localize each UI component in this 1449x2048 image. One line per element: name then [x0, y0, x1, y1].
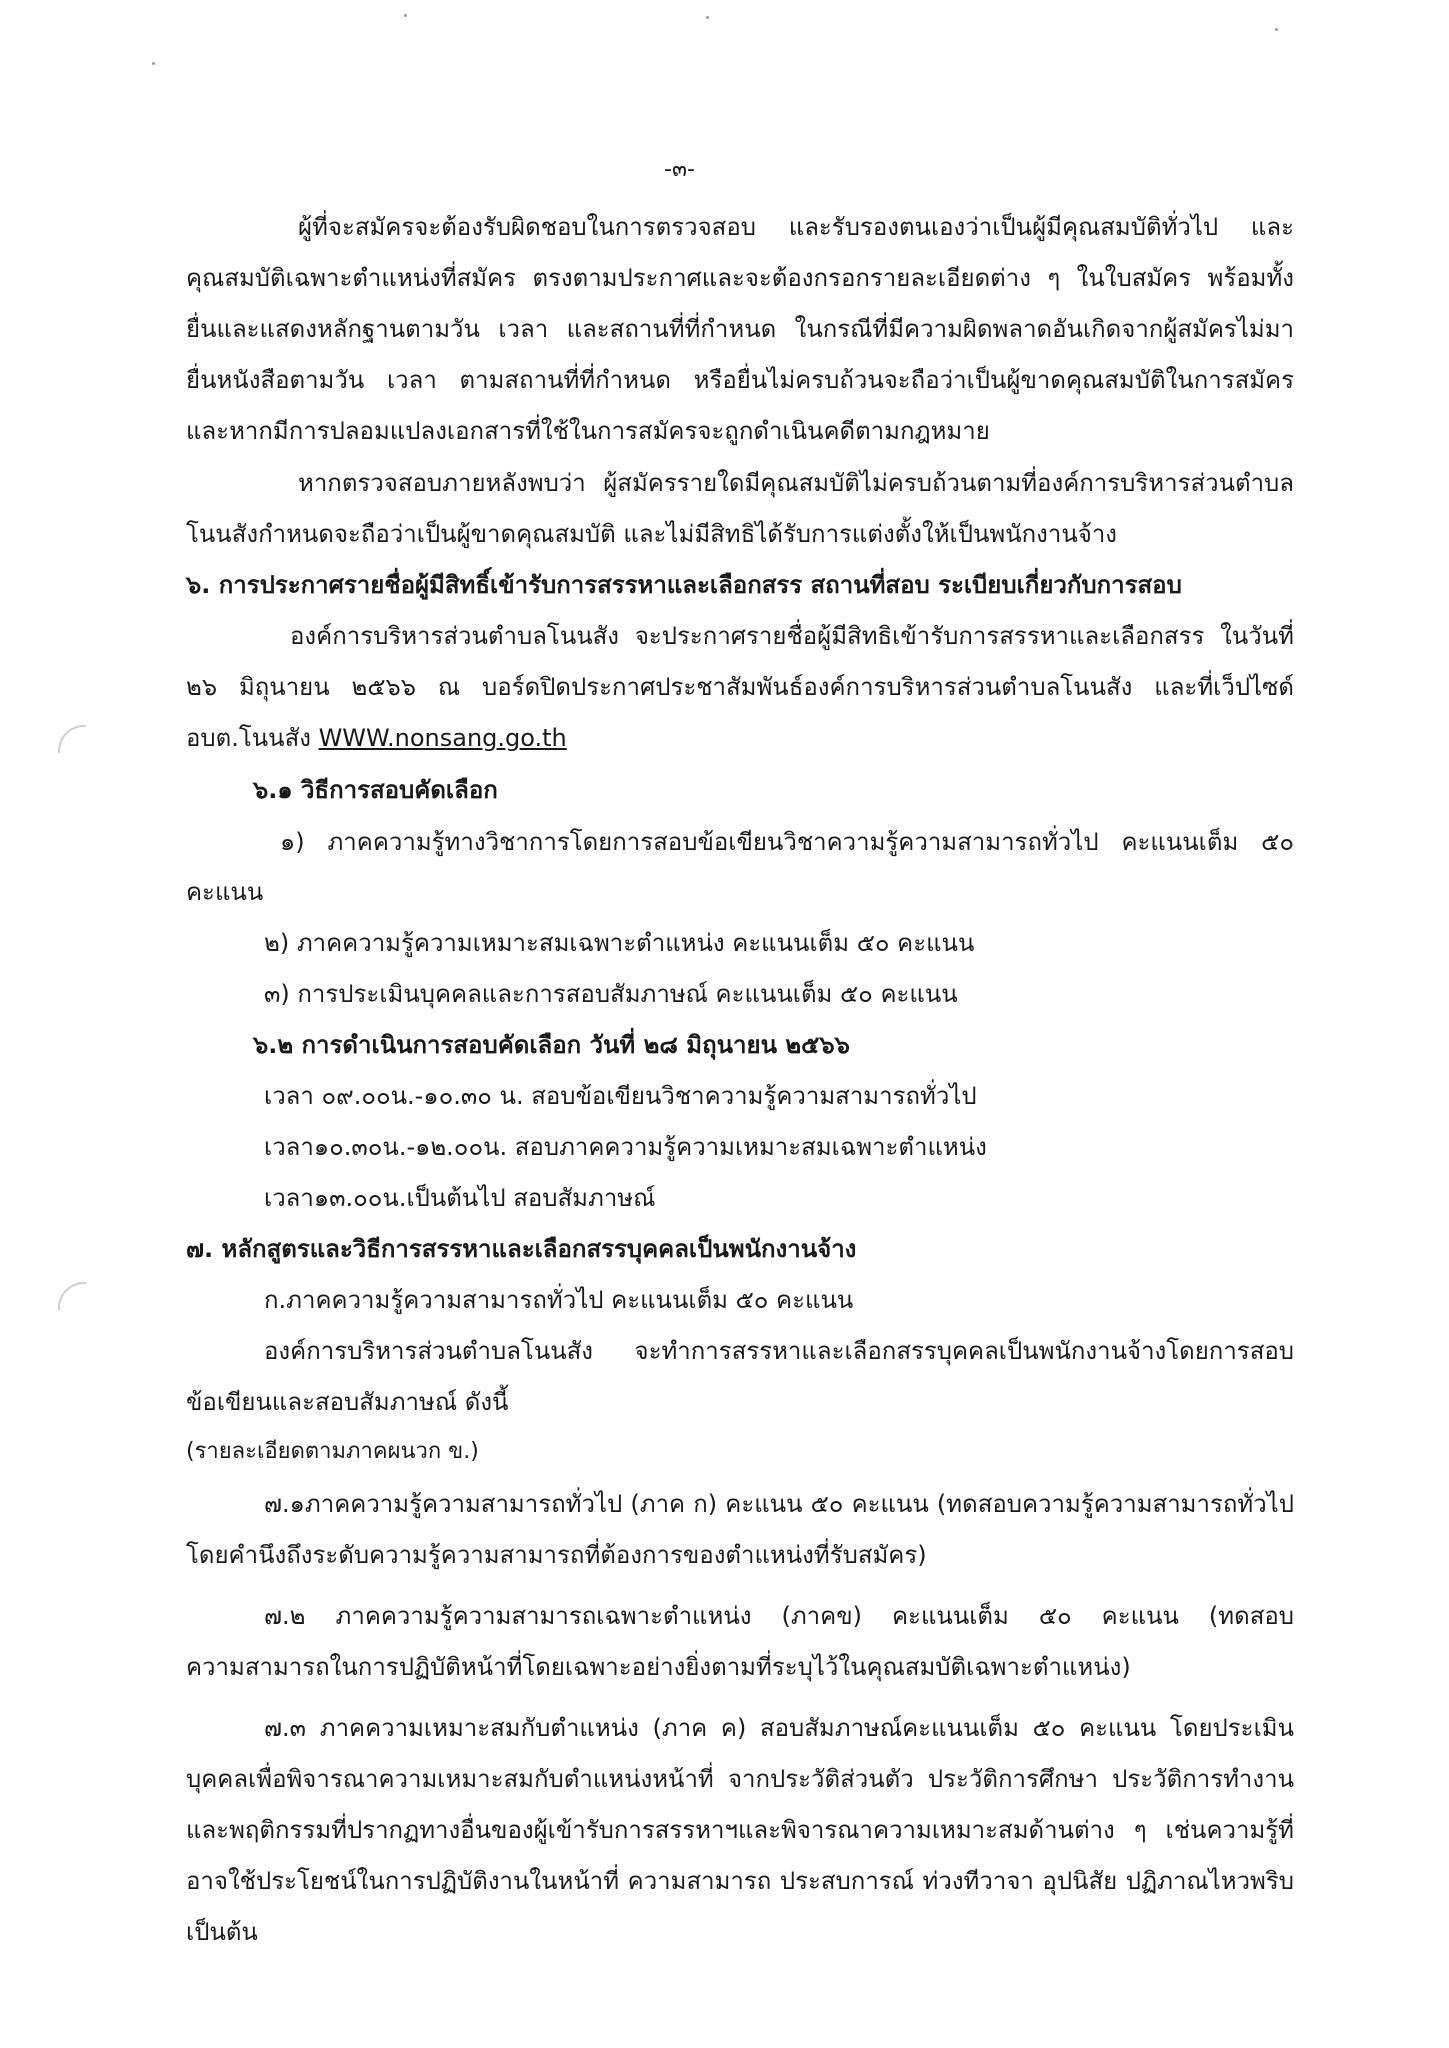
paragraph-line: คุณสมบัติเฉพาะตำแหน่งที่สมัคร ตรงตามประกาศและจะต้องกรอกรายละเอียดต่าง ๆ ในใบสมัคร พร้อมทั้ง — [186, 264, 1294, 292]
section-7-heading: ๗. หลักสูตรและวิธีการสรรหาและเลือกสรรบุคคลเป็นพนักงานจ้าง — [186, 1235, 857, 1263]
item-7-3-line: บุคคลเพื่อพิจารณาความเหมาะสมกับตำแหน่งหน้าที่ จากประวัติส่วนตัว ประวัติการศึกษา ประวัติการทำงาน — [186, 1765, 1294, 1793]
item-7-1-line: ๗.๑ภาคความรู้ความสามารถทั่วไป (ภาค ก) คะแนน ๕๐ คะแนน (ทดสอบความรู้ความสามารถทั่วไป — [264, 1490, 1294, 1518]
paragraph-line: หากตรวจสอบภายหลังพบว่า ผู้สมัครรายใดมีคุณสมบัติไม่ครบถ้วนตามที่องค์การบริหารส่วนตำบล — [298, 469, 1294, 497]
section-6-body-line: ๒๖ มิถุนายน ๒๕๖๖ ณ บอร์ดปิดประกาศประชาสัมพันธ์องค์การบริหารส่วนตำบลโนนสัง และที่เว็ปไซด์ — [186, 673, 1294, 701]
subsection-6-1-item: ๒) ภาคความรู้ความเหมาะสมเฉพาะตำแหน่ง คะแนนเต็ม ๕๐ คะแนน — [264, 929, 975, 957]
section-6-body-line: องค์การบริหารส่วนตำบลโนนสัง จะประกาศรายชื่อผู้มีสิทธิเข้ารับการสรรหาและเลือกสรร ในวันที่ — [290, 622, 1294, 650]
section-7-intro-line: ข้อเขียนและสอบสัมภาษณ์ ดังนี้ — [186, 1388, 509, 1416]
page-number: -๓- — [664, 157, 695, 182]
item-7-3-line: และพฤติกรรมที่ปรากฏทางอื่นของผู้เข้ารับการสรรหาฯและพิจารณาความเหมาะสมด้านต่าง ๆ เช่นความรู้ที่ — [186, 1816, 1294, 1844]
paragraph-line: และหากมีการปลอมแปลงเอกสารที่ใช้ในการสมัครจะถูกดำเนินคดีตามกฎหมาย — [186, 417, 990, 445]
subsection-6-1-item-continued: คะแนน — [186, 878, 264, 906]
item-7-3-line: เป็นต้น — [186, 1918, 258, 1946]
item-7-3-line: ๗.๓ ภาคความเหมาะสมกับตำแหน่ง (ภาค ค) สอบสัมภาษณ์คะแนนเต็ม ๕๐ คะแนน โดยประเมิน — [264, 1714, 1294, 1742]
paragraph-line: ยื่นและแสดงหลักฐานตามวัน เวลา และสถานที่ที่กำหนด ในกรณีที่มีความผิดพลาดอันเกิดจากผู้สมัครไม่มา — [186, 315, 1294, 343]
subsection-6-1-item: ๓) การประเมินบุคคลและการสอบสัมภาษณ์ คะแนนเต็ม ๕๐ คะแนน — [264, 980, 958, 1008]
website-link[interactable]: WWW.nonsang.go.th — [318, 724, 567, 752]
schedule-item: เวลา ๐๙.๐๐น.-๑๐.๓๐ น. สอบข้อเขียนวิชาความรู้ความสามารถทั่วไป — [264, 1082, 977, 1110]
subsection-6-1-heading: ๖.๑ วิธีการสอบคัดเลือก — [253, 776, 498, 804]
item-7-3-line: อาจใช้ประโยชน์ในการปฏิบัติงานในหน้าที่ ความสามารถ ประสบการณ์ ท่วงทีวาจา อุปนิสัย ปฏิภาณไหวพริบ — [186, 1867, 1294, 1895]
scan-margin-mark — [58, 725, 86, 753]
paragraph-line: ยื่นหนังสือตามวัน เวลา ตามสถานที่ที่กำหนด หรือยื่นไม่ครบถ้วนจะถือว่าเป็นผู้ขาดคุณสมบัติในการสมัคร — [186, 366, 1294, 394]
scan-speck — [706, 16, 709, 19]
item-7-2-line: ๗.๒ ภาคความรู้ความสามารถเฉพาะตำแหน่ง (ภาคข) คะแนนเต็ม ๕๐ คะแนน (ทดสอบ — [264, 1602, 1294, 1630]
section-7-part-a: ก.ภาคความรู้ความสามารถทั่วไป คะแนนเต็ม ๕๐ คะแนน — [264, 1286, 854, 1314]
paragraph-line: ผู้ที่จะสมัครจะต้องรับผิดชอบในการตรวจสอบ และรับรองตนเองว่าเป็นผู้มีคุณสมบัติทั่วไป และ — [298, 213, 1294, 241]
section-6-heading: ๖. การประกาศรายชื่อผู้มีสิทธิ์เข้ารับการสรรหาและเลือกสรร สถานที่สอบ ระเบียบเกี่ยวกับการสอบ — [186, 571, 1182, 599]
scan-margin-mark — [58, 1282, 86, 1310]
section-7-intro-line: องค์การบริหารส่วนตำบลโนนสัง จะทำการสรรหาและเลือกสรรบุคคลเป็นพนักงานจ้างโดยการสอบ — [264, 1337, 1294, 1365]
website-prefix: อบต.โนนสัง — [186, 724, 319, 752]
schedule-item: เวลา๑๓.๐๐น.เป็นต้นไป สอบสัมภาษณ์ — [264, 1184, 656, 1212]
scan-speck — [404, 14, 407, 17]
appendix-note: (รายละเอียดตามภาคผนวก ข.) — [186, 1439, 479, 1464]
scan-speck — [1275, 28, 1278, 31]
scan-speck — [152, 62, 155, 65]
item-7-1-line: โดยคำนึงถึงระดับความรู้ความสามารถที่ต้องการของตำแหน่งที่รับสมัคร) — [186, 1541, 927, 1569]
subsection-6-1-item: ๑) ภาคความรู้ทางวิชาการโดยการสอบข้อเขียนวิชาความรู้ความสามารถทั่วไป คะแนนเต็ม ๕๐ — [280, 828, 1294, 856]
section-6-website-line — [186, 718, 567, 758]
item-7-2-line: ความสามารถในการปฏิบัติหน้าที่โดยเฉพาะอย่างยิ่งตามที่ระบุไว้ในคุณสมบัติเฉพาะตำแหน่ง) — [186, 1653, 1131, 1681]
subsection-6-2-heading: ๖.๒ การดำเนินการสอบคัดเลือก วันที่ ๒๘ มิถุนายน ๒๕๖๖ — [253, 1031, 850, 1059]
paragraph-line: โนนสังกำหนดจะถือว่าเป็นผู้ขาดคุณสมบัติ และไม่มีสิทธิได้รับการแต่งตั้งให้เป็นพนักงานจ้าง — [186, 520, 1118, 548]
schedule-item: เวลา๑๐.๓๐น.-๑๒.๐๐น. สอบภาคความรู้ความเหมาะสมเฉพาะตำแหน่ง — [264, 1133, 987, 1161]
